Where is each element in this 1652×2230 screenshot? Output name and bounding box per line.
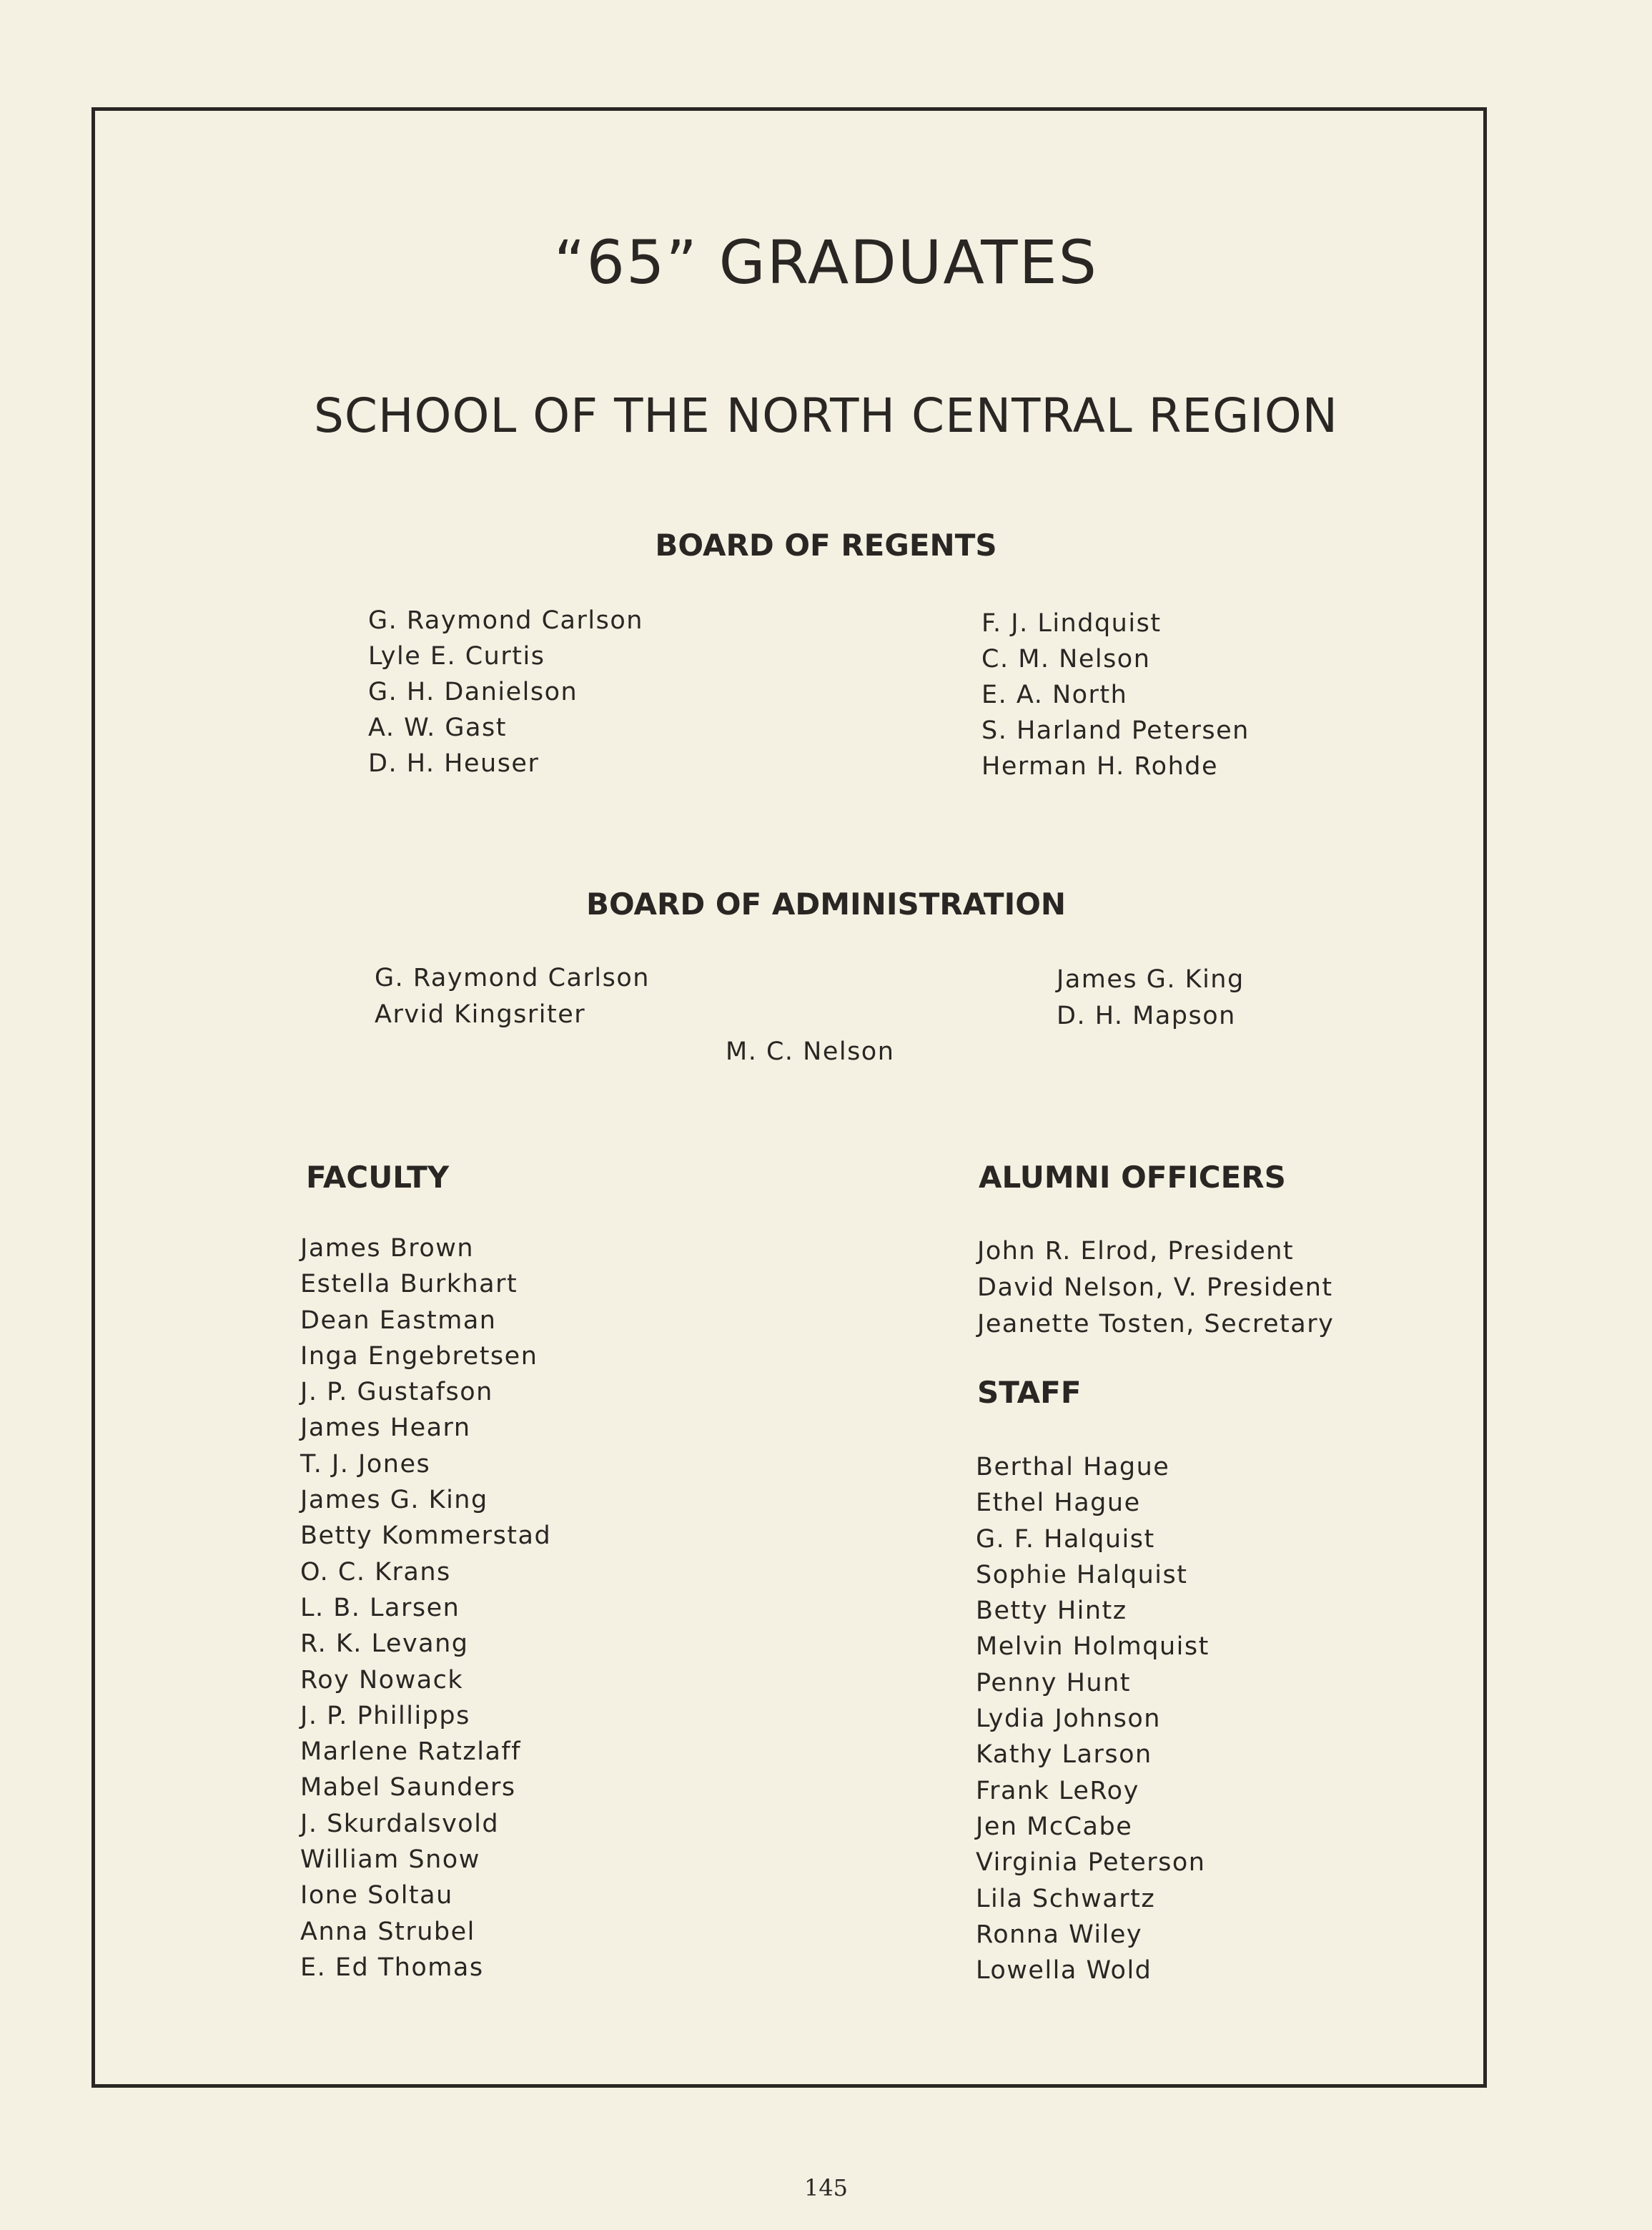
list-item: Arvid Kingsriter: [375, 1000, 586, 1029]
list-item: Dean Eastman: [300, 1306, 497, 1335]
list-item: Ione Soltau: [300, 1881, 453, 1910]
list-item: James Brown: [300, 1234, 475, 1263]
list-item: Jeanette Tosten, Secretary: [977, 1310, 1335, 1338]
list-item: E. Ed Thomas: [300, 1953, 484, 1982]
list-item: John R. Elrod, President: [977, 1237, 1295, 1266]
board-of-regents-heading: BOARD OF REGENTS: [655, 528, 997, 563]
list-item: D. H. Heuser: [368, 749, 540, 778]
page-number: 145: [803, 2174, 849, 2201]
list-item: William Snow: [300, 1845, 480, 1875]
list-item: A. W. Gast: [368, 714, 507, 742]
list-item: Frank LeRoy: [976, 1776, 1139, 1805]
alumni-officers-list: [977, 1233, 1334, 1343]
list-item: James G. King: [300, 1486, 488, 1515]
list-item: James Hearn: [300, 1414, 471, 1443]
staff-heading: STAFF: [977, 1375, 1082, 1410]
list-item: G. F. Halquist: [976, 1524, 1155, 1554]
list-item: J. Skurdalsvold: [300, 1809, 500, 1838]
list-item: Berthal Hague: [976, 1453, 1170, 1481]
list-item: C. M. Nelson: [981, 645, 1151, 674]
list-item: Estella Burkhart: [300, 1270, 518, 1299]
page-subtitle: SCHOOL OF THE NORTH CENTRAL REGION: [313, 388, 1339, 443]
list-item: Jen McCabe: [976, 1812, 1133, 1841]
list-item: L. B. Larsen: [300, 1593, 460, 1622]
list-item: Inga Engebretsen: [300, 1341, 538, 1371]
list-item: Lyle E. Curtis: [368, 642, 545, 671]
list-item: James G. King: [1057, 965, 1245, 994]
list-item: Kathy Larson: [976, 1740, 1152, 1770]
list-item: Betty Hintz: [976, 1597, 1127, 1626]
list-item: Sophie Halquist: [976, 1560, 1188, 1589]
page-title: “65” GRADUATES: [554, 227, 1098, 297]
list-item: S. Harland Petersen: [981, 716, 1250, 745]
list-item: E. A. North: [981, 681, 1128, 709]
alumni-officers-heading: ALUMNI OFFICERS: [979, 1160, 1286, 1195]
list-item: G. Raymond Carlson: [375, 964, 650, 992]
list-item: Virginia Peterson: [976, 1848, 1206, 1878]
list-item: Lowella Wold: [976, 1956, 1152, 1985]
list-item: David Nelson, V. President: [977, 1273, 1333, 1302]
list-item: J. P. Phillipps: [300, 1701, 470, 1730]
list-item: Roy Nowack: [300, 1665, 464, 1694]
list-item: F. J. Lindquist: [981, 609, 1162, 638]
list-item: R. K. Levang: [300, 1629, 469, 1659]
list-item: Betty Kommerstad: [300, 1521, 552, 1551]
list-item: Lila Schwartz: [976, 1884, 1156, 1913]
list-item: Herman H. Rohde: [981, 752, 1219, 781]
board-of-administration-center-name: M. C. Nelson: [726, 1037, 895, 1066]
list-item: Anna Strubel: [300, 1917, 475, 1946]
staff-list: [976, 1449, 1210, 1988]
list-item: D. H. Mapson: [1057, 1002, 1236, 1030]
board-of-regents-left-list: [368, 603, 643, 781]
board-of-administration-heading: BOARD OF ADMINISTRATION: [585, 887, 1067, 922]
board-of-administration-left-list: [375, 960, 650, 1033]
list-item: Ethel Hague: [976, 1489, 1141, 1518]
board-of-administration-right-list: [1057, 962, 1245, 1035]
board-of-regents-right-list: [981, 606, 1250, 784]
list-item: G. H. Danielson: [368, 678, 578, 706]
list-item: Ronna Wiley: [976, 1920, 1143, 1949]
faculty-list: [300, 1230, 551, 1985]
faculty-heading: FACULTY: [306, 1160, 450, 1195]
list-item: Marlene Ratzlaff: [300, 1737, 522, 1767]
list-item: Mabel Saunders: [300, 1773, 516, 1802]
list-item: G. Raymond Carlson: [368, 606, 643, 635]
list-item: J. P. Gustafson: [300, 1378, 493, 1407]
list-item: O. C. Krans: [300, 1557, 451, 1587]
list-item: T. J. Jones: [300, 1449, 431, 1479]
list-item: Penny Hunt: [976, 1668, 1132, 1697]
list-item: Melvin Holmquist: [976, 1632, 1210, 1662]
list-item: Lydia Johnson: [976, 1704, 1161, 1734]
